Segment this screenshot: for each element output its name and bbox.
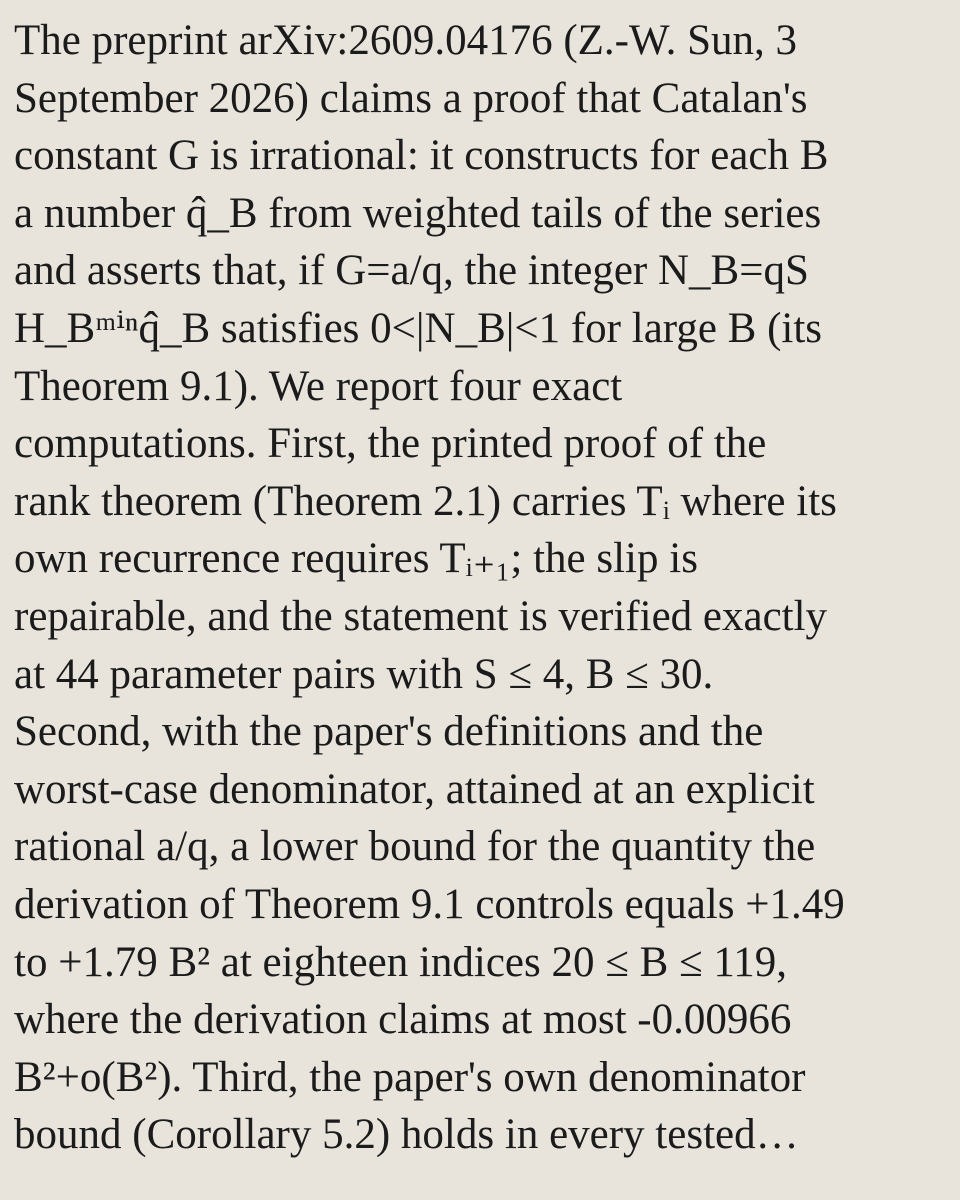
text-line: Second, with the paper's definitions and the	[14, 708, 764, 756]
text-line: a number q̂_B from weighted tails of the series	[14, 189, 822, 237]
text-line: repairable, and the statement is verified exactly	[14, 592, 828, 640]
text-line: September 2026) claims a proof that Catalan's	[14, 74, 808, 122]
text-line: computations. First, the printed proof of the	[14, 420, 767, 468]
text-line: derivation of Theorem 9.1 controls equals +1.49	[14, 880, 845, 928]
text-line: and asserts that, if G=a/q, the integer N_B=qS	[14, 247, 809, 295]
text-line: at 44 parameter pairs with S ≤ 4, B ≤ 30.	[14, 650, 714, 698]
text-line: constant G is irrational: it constructs for each B	[14, 132, 829, 180]
text-line: to +1.79 B² at eighteen indices 20 ≤ B ≤ 119,	[14, 938, 788, 986]
text-line: bound (Corollary 5.2) holds in every tested…	[14, 1111, 799, 1159]
text-line: own recurrence requires Tᵢ₊₁; the slip is	[14, 535, 698, 583]
text-line: Theorem 9.1). We report four exact	[14, 362, 623, 410]
text-line: rational a/q, a lower bound for the quantity the	[14, 823, 816, 871]
text-line: The preprint arXiv:2609.04176 (Z.-W. Sun, 3	[14, 17, 798, 64]
text-line: where the derivation claims at most -0.00966	[14, 996, 792, 1044]
text-line: H_Bᵐⁱⁿq̂_B satisfies 0<|N_B|<1 for large B (its	[14, 304, 823, 352]
text-line: rank theorem (Theorem 2.1) carries Tᵢ where its	[14, 477, 837, 525]
text-line: B²+o(B²). Third, the paper's own denominator	[14, 1053, 806, 1101]
text-line: worst-case denominator, attained at an explicit	[14, 765, 815, 813]
